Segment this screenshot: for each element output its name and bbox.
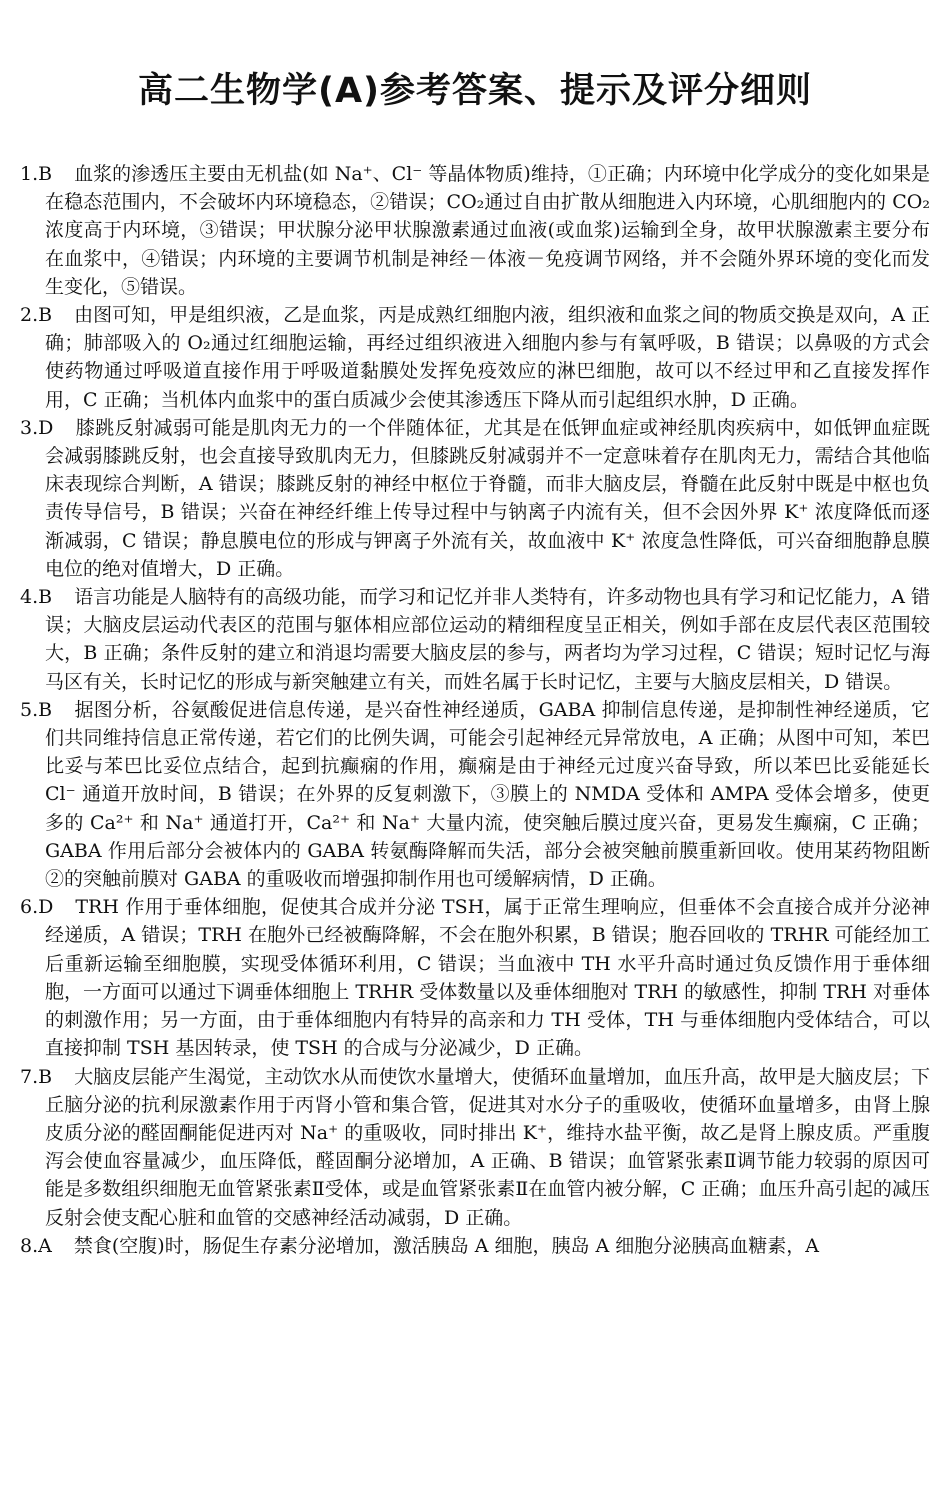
- item-number: 8.: [20, 1234, 39, 1257]
- item-explanation: 据图分析，谷氨酸促进信息传递，是兴奋性神经递质，GABA 抑制信息传递，是抑制性神经递质，它们共同维持信息正常传递，若它们的比例失调，可能会引起神经元异常放电，A 正确；从图中可知，苯巴比妥与苯巴比妥位点结合，起到抗癫痫的作用，癫痫是由于神经元过度兴奋导致，所以苯巴比妥能延长 Cl⁻ 通道开放时间，B 错误；在外界的反复刺激下，③膜上的 NMDA 受体和 AMPA 受体会增多，使更多的 Ca²⁺ 和 Na⁺ 通道打开，Ca²⁺ 和 Na⁺ 大量内流，使突触后膜过度兴奋，更易发生癫痫，C 正确；GABA 作用后部分会被体内的 GABA 转氨酶降解而失活，部分会被突触前膜重新回收。使用某药物阻断②的突触前膜对 GABA 的重吸收而增强抑制作用也可缓解病情，D 正确。: [45, 698, 930, 891]
- item-answer: A: [38, 1234, 52, 1257]
- item-answer: B: [38, 1065, 53, 1088]
- item-explanation: 膝跳反射减弱可能是肌肉无力的一个伴随体征，尤其是在低钾血症或神经肌肉疾病中，如低钾血症既会减弱膝跳反射，也会直接导致肌肉无力，但膝跳反射减弱并不一定意味着存在肌肉无力，需结合其他临床表现综合判断，A 错误；膝跳反射的神经中枢位于脊髓，而非大脑皮层，脊髓在此反射中既是中枢也负责传导信号，B 错误；兴奋在神经纤维上传导过程中与钠离子内流有关，但不会因外界 K⁺ 浓度降低而逐渐减弱，C 错误；静息膜电位的形成与钾离子外流有关，故血液中 K⁺ 浓度急性降低，可兴奋细胞静息膜电位的绝对值增大，D 正确。: [45, 416, 930, 580]
- answer-list: [20, 160, 930, 1260]
- item-explanation: 血浆的渗透压主要由无机盐(如 Na⁺、Cl⁻ 等晶体物质)维持，①正确；内环境中化学成分的变化如果是在稳态范围内，不会破坏内环境稳态，②错误；CO₂通过自由扩散从细胞进入内环境，心肌细胞内的 CO₂浓度高于内环境，③错误；甲状腺分泌甲状腺激素通过血液(或血浆)运输到全身，故甲状腺激素主要分布在血浆中，④错误；内环境的主要调节机制是神经－体液－免疫调节网络，并不会随外界环境的变化而发生变化，⑤错误。: [45, 163, 930, 298]
- item-answer: B: [38, 304, 53, 327]
- answer-item-2: [20, 301, 930, 414]
- item-explanation: TRH 作用于垂体细胞，促使其合成并分泌 TSH，属于正常生理响应，但垂体不会直接合成并分泌神经递质，A 错误；TRH 在胞外已经被酶降解，不会在胞外积累，B 错误；胞吞回收的 TRHR 可能经加工后重新运输至细胞膜，实现受体循环利用，C 错误；当血液中 TH 水平升高时通过负反馈作用于垂体细胞，一方面可以通过下调垂体细胞上 TRHR 受体数量以及垂体细胞对 TRH 的敏感性，抑制 TRH 对垂体的刺激作用；另一方面，由于垂体细胞内有特异的高亲和力 TH 受体，TH 与垂体细胞内受体结合，可以直接抑制 TSH 基因转录，使 TSH 的合成与分泌减少，D 正确。: [45, 896, 930, 1060]
- item-answer: B: [38, 163, 53, 185]
- answer-item-1: [20, 160, 930, 301]
- item-number: 5.: [20, 698, 39, 721]
- item-number: 6.: [20, 896, 39, 919]
- answer-item-3: [20, 414, 930, 583]
- item-answer: B: [38, 698, 53, 721]
- item-answer: B: [38, 586, 53, 609]
- item-explanation: 大脑皮层能产生渴觉，主动饮水从而使饮水量增大，使循环血量增加，血压升高，故甲是大脑皮层；下丘脑分泌的抗利尿激素作用于丙肾小管和集合管，促进其对水分子的重吸收，使循环血量增多，由肾上腺皮质分泌的醛固酮能促进丙对 Na⁺ 的重吸收，同时排出 K⁺，维持水盐平衡，故乙是肾上腺皮质。严重腹泻会使血容量减少，血压降低，醛固酮分泌增加，A 正确、B 错误；血管紧张素Ⅱ调节能力较弱的原因可能是多数组织细胞无血管紧张素Ⅱ受体，或是血管紧张素Ⅱ在血管内被分解，C 正确；血压升高引起的减压反射会使支配心脏和血管的交感神经活动减弱，D 正确。: [45, 1065, 930, 1229]
- item-explanation: 禁食(空腹)时，肠促生存素分泌增加，激活胰岛 A 细胞，胰岛 A 细胞分泌胰高血糖素，A: [73, 1234, 820, 1257]
- answer-item-7: [20, 1063, 930, 1232]
- page-title: 高二生物学(A)参考答案、提示及评分细则: [137, 71, 813, 111]
- answer-item-4: [20, 583, 930, 696]
- item-number: 3.: [20, 416, 39, 439]
- item-explanation: 语言功能是人脑特有的高级功能，而学习和记忆并非人类特有，许多动物也具有学习和记忆能力，A 错误；大脑皮层运动代表区的范围与躯体相应部位运动的精细程度呈正相关，例如手部在皮层代表区范围较大，B 正确；条件反射的建立和消退均需要大脑皮层的参与，两者均为学习过程，C 错误；短时记忆与海马区有关，长时记忆的形成与新突触建立有关，而姓名属于长时记忆，主要与大脑皮层相关，D 错误。: [45, 586, 930, 693]
- answer-item-5: [20, 696, 930, 893]
- answer-item-8: [20, 1232, 930, 1260]
- item-answer: D: [38, 896, 54, 919]
- item-number: 2.: [20, 304, 39, 327]
- item-number: 4.: [20, 586, 39, 609]
- item-number: 1.: [20, 163, 39, 185]
- item-answer: D: [38, 416, 54, 439]
- item-explanation: 由图可知，甲是组织液，乙是血浆，丙是成熟红细胞内液，组织液和血浆之间的物质交换是双向，A 正确；肺部吸入的 O₂通过红细胞运输，再经过组织液进入细胞内参与有氧呼吸，B 错误；以鼻吸的方式会使药物通过呼吸道直接作用于呼吸道黏膜处发挥免疫效应的淋巴细胞，故可以不经过甲和乙直接发挥作用，C 正确；当机体内血浆中的蛋白质减少会使其渗透压下降从而引起组织水肿，D 正确。: [45, 304, 930, 411]
- item-number: 7.: [20, 1065, 39, 1088]
- answer-item-6: [20, 893, 930, 1062]
